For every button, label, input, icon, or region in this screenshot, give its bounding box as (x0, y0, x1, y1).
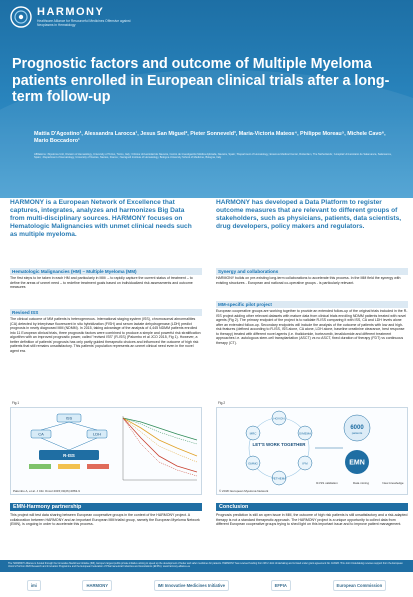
fig1-label: Fig.1 (12, 401, 20, 405)
figure-2 (216, 407, 408, 495)
intro-right: HARMONY has developed a Data Platform to register outcome measures that are relevant to different groups of stakeholders, such as physicians, patients, data scientists, drug developers, policy makers and regulators. (216, 199, 402, 231)
figure-1 (10, 407, 202, 495)
section-emn-text: This project will test data sharing between European cooperative groups in the context of the HARMONY project. A collaboration between HARMONY and an important European MM trialist group, namely the European Myeloma Network (EMN), is ongoing in order to accelerate this process. (10, 513, 200, 526)
fig2-emn: EMN (349, 459, 365, 467)
fig2-step-0: R-ISS validation (316, 481, 338, 485)
fig2-group-nodes (246, 411, 312, 485)
fig2-count-label: patients (351, 431, 363, 435)
poster-header (0, 0, 413, 198)
section-hm (10, 268, 202, 290)
section-synergy-title: Synergy and collaborations (216, 268, 408, 275)
fig1-diagram (11, 408, 203, 490)
fig2-step-2: New knowledge (382, 481, 404, 485)
section-conclusion-title: Conclusion (216, 503, 408, 511)
section-pilot-text: European cooperative groups are working together to provide an extended follow-up of the original trials included in the R-ISS project adding other relevant datasets with mature data from clinical trials enrolling NDMM patients treated with novel agents (Fig 2). The primary endpoint of the project is to validate R-ISS comparing it with ISS, CA and LDH levels alone after an extended follow-up. Secondary endpoints will include the analysis of the outcome of patients with low and high-risk features (defined according to R-ISS, ISS alone, CA alone, LDH alone, baseline creatinine clearance, best response to therapy) treated with different novel agents (i.e. thalidomide, bortezomib, lenalidomide and different treatment approaches i.e. autologous stem-cell transplantation (ASCT) vs no ASCT, fixed duration of therapy (FDT) vs continuous therapy (CT). (216, 309, 408, 345)
section-riss-title: Revised ISS (10, 309, 202, 316)
funding-footer: The HARMONY Alliance is funded through the Innovative Medicines Initiative (IMI), Europe's largest public-private initiative aiming to speed up the development of better and safer medicines for patients. HARMONY has received funding from IMI 2 Joint Undertaking and is listed under grant agreement No. 116026. This Joint Undertaking receives support from the European Union's Horizon 2020 Research and Innovation Programme and the European Federation of Pharmaceutical Industries and Associations (EFPIA). www.harmony-alliance.eu (0, 560, 413, 572)
fig1-curves (123, 416, 197, 480)
fig1-caption: Palumbo A, et al. J Clin Oncol 2015;33(26):2863-9 (13, 489, 80, 493)
logo-efpia: EFPIA (271, 580, 291, 591)
section-emn (10, 503, 202, 527)
fig2-group-2: IFM (302, 461, 308, 466)
fig1-node-ca-text: CA (38, 431, 44, 437)
fig2-step-1: Data mining (352, 481, 370, 485)
intro-left: HARMONY is a European Network of Excellence that captures, integrates, analyzes and harmonizes Big Data from multi-disciplinary sources. HARMONY focuses on Hematologic Malignancies with unmet clinical needs such as multiple myeloma. (10, 199, 192, 239)
section-synergy (216, 268, 408, 285)
fig1-node-ldh-text: LDH (92, 431, 102, 437)
fig2-center-text: LET'S WORK TOGETHER (252, 442, 306, 447)
section-hm-title: Hematologic Malignancies (HM) – Multiple Myeloma (MM) (10, 268, 202, 275)
logo-imi-full: IMI Innovative Medicines Initiative (154, 580, 229, 591)
section-synergy-text: HARMONY builds on pre-existing long-term collaborations to accelerate this process. In the MM field the synergy with existing structures - European and national co-operative groups - is particularly relevant. (216, 276, 401, 285)
section-riss (10, 309, 202, 353)
fig1-node-riss-text: R-ISS (63, 452, 75, 458)
affiliations: Affiliations: ¹Myeloma Unit, Division of Hematology, University of Torino, Torino, Italy; ²Clínica Universidad de Navarra, Centro de Investigación Médica Aplicada, Navarra, Spain; ³Department of Hematology, Erasmus Medical Center, Rotterdam, The Netherlands; ⁴Hospital Universitario de Salamanca, Salamanca, Spain; ⁵Department of Hematology, University of Nantes, Nantes, France; ⁶Seràgnoli Institute of Hematology, Bologna University School of Medicine, Bologna, Italy (34, 153, 392, 160)
brand-tagline: Healthcare Alliance for Resourceful Medicines Offensive against Neoplasms in Hematology (37, 19, 131, 27)
section-conclusion (216, 503, 408, 527)
fig1-flow (29, 414, 109, 469)
partner-logos (0, 573, 413, 597)
section-emn-title: EMN-Harmony partnership (10, 503, 202, 511)
fig2-group-0: HOVON (273, 416, 285, 421)
harmony-logo (10, 6, 133, 28)
logo-harmony: HARMONY (82, 580, 112, 591)
fig2-count: 6000 (350, 425, 364, 431)
section-riss-text: The clinical outcome of MM patients is heterogeneous. International staging system (ISS), chromosomal abnormalities (CA) detected by interphase fluorescent in situ hybridization (FISH) and serum lactate dehydrogenase (LDH) predict prognosis in newly diagnosed MM (NDMM). In 2015, taking advantage of the analysis of 4,445 NDMM patients enrolled into 11 European clinical trials, three prognostic factors were combined to produce a simple and powerful risk stratification algorithm with an improved prognostic power, called "revised ISS" (R-ISS) (Palumbo et al JCO 2015, Fig 1). However, a better definition of patients' prognosis has only partly guided therapeutic choices and influenced the outcome of high risk patients that still remains unsatisfactory. This patients' population represents an unmet clinical need even in the novel agent era. (10, 317, 201, 353)
fig2-caption: © 2018: European Myeloma Network (219, 489, 269, 493)
poster-title: Prognostic factors and outcome of Multiple Myeloma patients enrolled in European clinical trials after a long-term follow-up (12, 56, 390, 105)
section-pilot-title: MM-specific pilot project (216, 301, 408, 308)
authors: Mattia D'Agostino¹, Alessandra Larocca¹, Jesus San Miguel², Pieter Sonneveld³, Maria-Victoria Mateos⁴, Philippe Moreau⁵, Michele Cavo⁶, Mario Boccadoro¹ (34, 131, 386, 144)
fig2-label: Fig.2 (218, 401, 226, 405)
fig2-diagram (217, 408, 409, 490)
fig2-group-3: PETHEMA (271, 476, 287, 481)
section-conclusion-text: Prognosis prediction is still an open issue in MM, the outcome of high risk patients is still unsatisfactory and a risk-adapted therapy is not a standard therapeutic approach. The HARMONY project is a unique opportunity to collect data from different European cooperative groups trying to shed light on this important issue and to improve patient management. (216, 513, 408, 526)
fig2-group-1: GIMEMA (298, 431, 312, 436)
brand-name: HARMONY (37, 6, 105, 18)
logo-eu: European Commission (333, 580, 387, 591)
section-hm-text: The first steps to be taken in each HM and particularly in MM: – to rapidly capture the current status of treatment – to define the areas of unmet need – to redefine treatment goals based on individualized risk assessments and outcome measures (10, 276, 193, 289)
fig1-node-iss-text: ISS (65, 415, 73, 421)
section-pilot (216, 301, 408, 345)
logo-imi: imi (27, 580, 41, 591)
fig2-group-4: GMMG (248, 461, 258, 466)
harmony-logo-icon (10, 6, 32, 28)
fig2-group-5: MRC (249, 431, 257, 436)
